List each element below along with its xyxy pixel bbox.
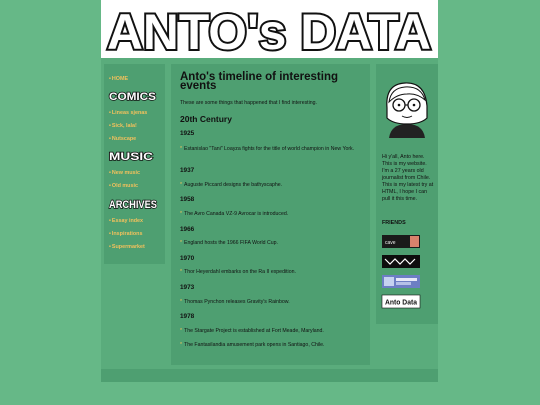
year-heading: 1978: [180, 313, 195, 320]
nav-link-label: Lineas sjenas: [111, 110, 148, 116]
nav-link-label: Nutscape: [111, 136, 137, 142]
bullet-icon: •: [109, 244, 111, 250]
star-icon: *: [180, 182, 183, 188]
star-icon: *: [180, 328, 183, 334]
nav-link-music-2[interactable]: [109, 183, 138, 189]
year-heading: 1937: [180, 167, 195, 174]
right-sidebar: [376, 64, 438, 324]
friend-badge-2[interactable]: [382, 255, 420, 268]
bullet-icon: •: [109, 76, 111, 82]
friend-badge-anto-data[interactable]: [382, 295, 420, 308]
nav-link-archives-3[interactable]: [109, 244, 145, 250]
century-heading: 20th Century: [180, 114, 232, 124]
nav-link-label: Essay index: [111, 218, 144, 224]
bio-text: Hi y'all, Anto here. This is my website. I'm a 27 years old journalist from Chile. This is my latest try at HTML, I hope I can pull it this time.: [382, 154, 434, 202]
year-heading: 1973: [180, 284, 195, 291]
star-icon: *: [180, 240, 183, 246]
svg-text:Anto Data: Anto Data: [385, 299, 418, 307]
site-container: [101, 0, 438, 382]
main-content: [171, 64, 370, 365]
svg-text:ARCHIVES: ARCHIVES: [109, 199, 157, 211]
timeline-event: [180, 240, 360, 247]
year-heading: 1970: [180, 255, 195, 262]
year-heading: 1958: [180, 196, 195, 203]
intro-text: These are some things that happened that I find interesting.: [180, 100, 317, 106]
event-text: The Avro Canada VZ-9 Avrocar is introduced.: [184, 211, 289, 217]
site-header: [101, 0, 438, 58]
nav-link-label: HOME: [111, 76, 129, 82]
nav-link-comics-1[interactable]: [109, 110, 147, 116]
nav-link-comics-3[interactable]: [109, 136, 136, 142]
friend-badge-3[interactable]: [382, 275, 420, 288]
nav-link-label: Supermarket: [111, 244, 145, 250]
event-text: The Fantasilandia amusement park opens in Santiago, Chile.: [184, 342, 325, 348]
event-text: England hosts the 1966 FIFA World Cup.: [184, 240, 278, 246]
svg-text:COMICS: COMICS: [109, 91, 156, 103]
bullet-icon: •: [109, 110, 111, 116]
event-text: Thor Heyerdahl embarks on the Ra II expedition.: [184, 269, 296, 275]
bullet-icon: •: [109, 136, 111, 142]
timeline-event: [180, 299, 360, 306]
bullet-icon: •: [109, 170, 111, 176]
nav-link-archives-2[interactable]: [109, 231, 142, 237]
event-text: Auguste Piccard designs the bathyscaphe.: [184, 182, 283, 188]
nav-link-label: New music: [111, 170, 141, 176]
nav-link-label: Inspirations: [111, 231, 143, 237]
site-footer: [101, 369, 438, 382]
bullet-icon: •: [109, 218, 111, 224]
star-icon: *: [180, 342, 183, 348]
nav-link-comics-2[interactable]: [109, 123, 137, 129]
timeline-event: [180, 146, 360, 153]
timeline-event: [180, 269, 360, 276]
year-heading: 1966: [180, 226, 195, 233]
avatar: [381, 78, 433, 140]
star-icon: *: [180, 269, 183, 275]
bullet-icon: •: [109, 231, 111, 237]
comics-heading: [109, 90, 157, 102]
svg-text:MUSIC: MUSIC: [109, 151, 154, 163]
nav-link-label: Sick, lala!: [111, 123, 137, 129]
left-sidebar: [104, 64, 165, 264]
star-icon: *: [180, 299, 183, 305]
nav-link-archives-1[interactable]: [109, 218, 143, 224]
site-logo[interactable]: [101, 0, 438, 58]
nav-link-music-1[interactable]: [109, 170, 140, 176]
event-text: Estanislao "Tani" Loayza fights for the title of world champion in New York.: [184, 146, 355, 152]
star-icon: *: [180, 211, 183, 217]
event-text: The Stargate Project is established at Fort Meade, Maryland.: [184, 328, 324, 334]
page-title: Anto's timeline of interesting events: [180, 71, 338, 92]
timeline-event: [180, 328, 360, 335]
timeline-event: [180, 211, 360, 218]
archives-heading: [109, 198, 158, 210]
timeline-event: [180, 342, 360, 349]
music-heading: [109, 150, 154, 162]
event-text: Thomas Pynchon releases Gravity's Rainbow.: [184, 299, 290, 305]
nav-link-label: Old music: [111, 183, 138, 189]
logo-text: ANTO's DATA: [107, 4, 431, 60]
svg-text:cave: cave: [385, 240, 396, 246]
friend-badge-cave[interactable]: [382, 235, 420, 248]
bullet-icon: •: [109, 123, 111, 129]
nav-link-home[interactable]: [109, 76, 128, 82]
year-heading: 1925: [180, 130, 195, 137]
star-icon: *: [180, 146, 183, 152]
timeline-event: [180, 182, 360, 189]
friends-heading: FRIENDS: [382, 220, 406, 226]
bullet-icon: •: [109, 183, 111, 189]
